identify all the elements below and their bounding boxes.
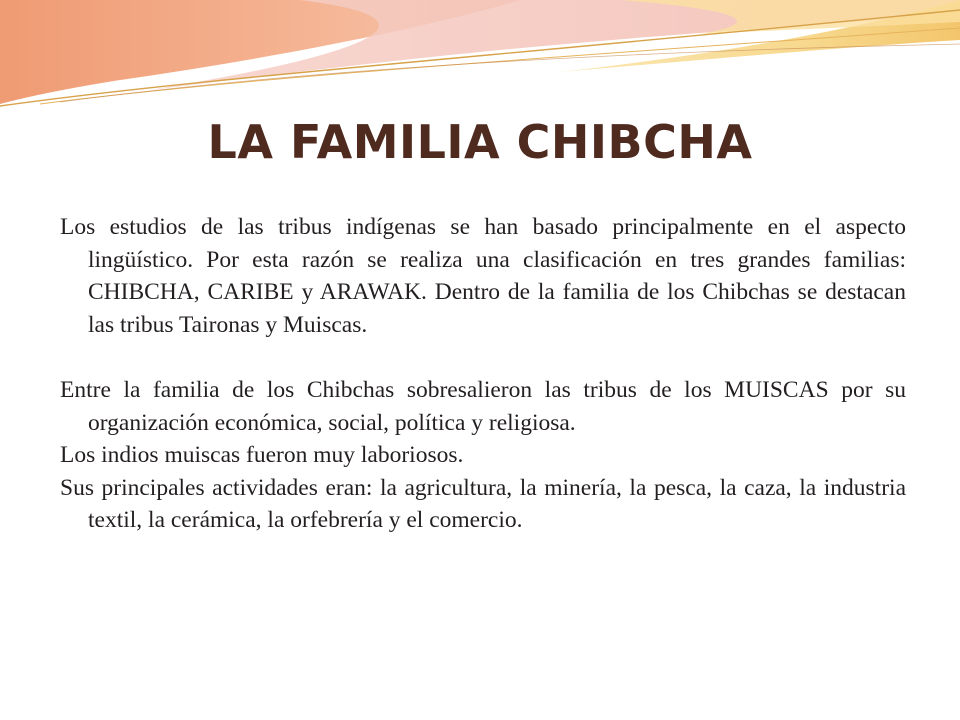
slide-body: [60, 211, 906, 537]
slide-title: LA FAMILIA CHIBCHA: [207, 115, 753, 169]
paragraph-1: Los estudios de las tribus indígenas se han basado principalmente en el aspecto lingüístico. Por esta razón se realiza una clasificación en tres grandes familias: CHIBCHA, CARIBE y ARAWAK. Dentro de la familia de los Chibchas se destacan las tribus Taironas y Muiscas.: [60, 214, 906, 338]
decorative-wave-banner: [0, 0, 960, 120]
paragraph-3: Los indios muiscas fueron muy laboriosos.: [60, 442, 464, 469]
paragraph-2: Entre la familia de los Chibchas sobresalieron las tribus de los MUISCAS por su organización económica, social, política y religiosa.: [60, 376, 906, 436]
paragraph-4: Sus principales actividades eran: la agricultura, la minería, la pesca, la caza, la industria textil, la cerámica, la orfebrería y el comercio.: [60, 474, 906, 534]
